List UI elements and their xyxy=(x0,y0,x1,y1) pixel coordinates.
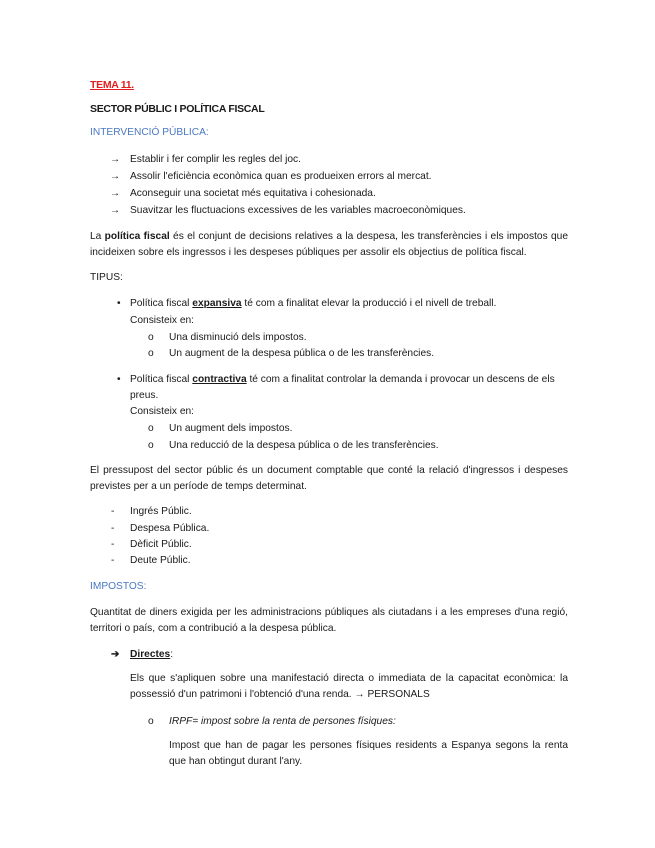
irpf-description: Impost que han de pagar les persones físiques residents a Espanya segons la renta que han obtingut durant l'any. xyxy=(169,740,568,767)
arrow-icon: → xyxy=(110,154,121,165)
directes-description: Els que s'apliquen sobre una manifestació directa o immediata de la capacitat econòmica: la possessió d'un patrimoni i l'obtenció d'una renda. → PERSONALS xyxy=(130,673,568,700)
list-item: Un augment de la despesa pública o de les transferències. xyxy=(169,348,435,359)
dash-icon: - xyxy=(111,506,115,517)
contractiva-line2: preus. xyxy=(130,390,159,401)
bold-term: Directes xyxy=(130,649,171,660)
consisteix-label: Consisteix en: xyxy=(130,315,194,326)
dash-icon: - xyxy=(111,539,115,550)
text: Política fiscal xyxy=(130,298,193,309)
text: Política fiscal xyxy=(130,374,193,385)
arrow-icon: ➔ xyxy=(111,649,120,660)
circle-bullet-icon: o xyxy=(148,348,154,359)
circle-bullet-icon: o xyxy=(148,332,154,343)
list-item: Deute Públic. xyxy=(130,555,191,566)
bold-term: expansiva xyxy=(192,298,242,309)
bold-term: contractiva xyxy=(192,374,247,385)
paragraph-pressupost: El pressupost del sector públic és un document comptable que conté la relació d'ingressos i despeses previstes per a un període de temps determinat. xyxy=(90,465,568,492)
dash-icon: - xyxy=(111,555,115,566)
irpf-heading xyxy=(169,714,396,730)
list-item: Establir i fer complir les regles del joc. xyxy=(130,154,301,165)
text: La xyxy=(90,231,105,242)
text: és el conjunt de decisions relatives a la despesa, les transferències i els impostos que incideixen sobre els ingressos i les despeses públiques per assolir els objectius de política fiscal. xyxy=(90,231,568,258)
list-item: Despesa Pública. xyxy=(130,523,210,534)
paragraph-impostos: Quantitat de diners exigida per les administracions públiques als ciutadans i a les empreses d'una regió, territori o país, com a contribució a la despesa pública. xyxy=(90,607,568,634)
directes-heading xyxy=(130,647,173,663)
bullet-icon: • xyxy=(117,298,121,309)
list-item: Ingrés Públic. xyxy=(130,506,192,517)
list-item: Una disminució dels impostos. xyxy=(169,332,307,343)
circle-bullet-icon: o xyxy=(148,423,154,434)
tipus-heading: TIPUS: xyxy=(90,272,123,283)
topic-number: TEMA 11. xyxy=(90,79,134,91)
arrow-icon: → xyxy=(110,188,121,199)
expansiva-line xyxy=(130,296,496,312)
dash-icon: - xyxy=(111,523,115,534)
list-item: Una reducció de la despesa pública o de les transferències. xyxy=(169,440,439,451)
text: IRPF= impost sobre la renta de persones físiques: xyxy=(169,716,396,727)
list-item: Aconseguir una societat més equitativa i cohesionada. xyxy=(130,188,376,199)
consisteix-label: Consisteix en: xyxy=(130,406,194,417)
paragraph-politica-fiscal xyxy=(90,229,568,261)
page-title: SECTOR PÚBLIC I POLÍTICA FISCAL xyxy=(90,103,265,115)
list-item: Assolir l'eficiència econòmica quan es produeixen errors al mercat. xyxy=(130,171,432,182)
text: té com a finalitat controlar la demanda i provocar un descens de els xyxy=(246,374,555,385)
contractiva-line xyxy=(130,372,555,388)
bold-term: política fiscal xyxy=(104,231,170,242)
list-item: Suavitzar les fluctuacions excessives de les variables macroeconòmiques. xyxy=(130,205,466,216)
arrow-icon: → xyxy=(110,171,121,182)
arrow-icon: → xyxy=(110,205,121,216)
bullet-icon: • xyxy=(117,374,121,385)
text: té com a finalitat elevar la producció i el nivell de treball. xyxy=(241,298,497,309)
list-item: Dèficit Públic. xyxy=(130,539,192,550)
list-item: Un augment dels impostos. xyxy=(169,423,293,434)
text: : xyxy=(170,649,174,660)
circle-bullet-icon: o xyxy=(148,716,154,727)
circle-bullet-icon: o xyxy=(148,440,154,451)
section-heading-intervencio: INTERVENCIÓ PÚBLICA: xyxy=(90,127,209,138)
section-heading-impostos: IMPOSTOS: xyxy=(90,581,147,592)
